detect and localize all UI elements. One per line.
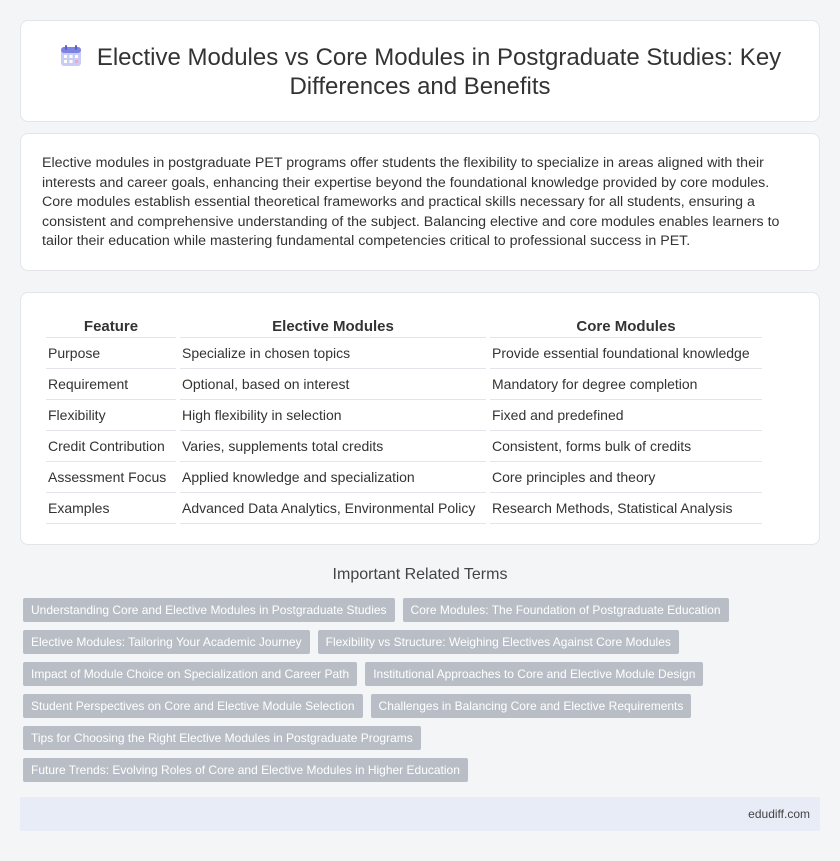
related-term-tag[interactable]: Core Modules: The Foundation of Postgraduate Education	[403, 598, 729, 622]
related-terms-heading: Important Related Terms	[332, 566, 508, 583]
table-header-row	[46, 316, 762, 338]
table-row	[46, 493, 762, 524]
table-cell: Provide essential foundational knowledge	[490, 338, 762, 369]
table-cell: Optional, based on interest	[180, 369, 486, 400]
table-row	[46, 400, 762, 431]
related-term-tag[interactable]: Elective Modules: Tailoring Your Academic Journey	[23, 630, 310, 654]
comparison-table	[42, 316, 766, 524]
table-cell: Advanced Data Analytics, Environmental Policy	[180, 493, 486, 524]
footer-bar	[20, 797, 820, 831]
table-cell: Specialize in chosen topics	[180, 338, 486, 369]
table-cell: Varies, supplements total credits	[180, 431, 486, 462]
title-line-1: Elective Modules vs Core Modules in Postgraduate Studies: Key	[96, 44, 782, 71]
table-cell: Purpose	[46, 338, 176, 369]
table-row	[46, 431, 762, 462]
related-term-tag[interactable]: Future Trends: Evolving Roles of Core and Elective Modules in Higher Education	[23, 758, 468, 782]
comparison-card	[20, 292, 820, 545]
page-title	[21, 43, 819, 101]
intro-paragraph: Elective modules in postgraduate PET programs offer students the flexibility to specialize in areas aligned with their interests and career goals, enhancing their expertise beyond the foundational knowledge provided by core modules. Core modules establish essential theoretical frameworks and practical skills necessary for all students, ensuring a consistent and comprehensive understanding of the subject. Balancing elective and core modules enables learners to tailor their education while mastering fundamental competencies critical to professional success in PET.	[42, 155, 780, 250]
related-term-tag[interactable]: Impact of Module Choice on Specialization and Career Path	[23, 662, 357, 686]
table-cell: Requirement	[46, 369, 176, 400]
related-term-tag[interactable]: Tips for Choosing the Right Elective Modules in Postgraduate Programs	[23, 726, 421, 750]
column-header-feature: Feature	[46, 316, 176, 338]
table-cell: Examples	[46, 493, 176, 524]
table-cell: Mandatory for degree completion	[490, 369, 762, 400]
table-row	[46, 338, 762, 369]
intro-card	[20, 133, 820, 271]
table-cell: Core principles and theory	[490, 462, 762, 493]
table-cell: Fixed and predefined	[490, 400, 762, 431]
column-header-elective: Elective Modules	[180, 316, 486, 338]
table-cell: Flexibility	[46, 400, 176, 431]
related-term-tag[interactable]: Challenges in Balancing Core and Elective Requirements	[371, 694, 692, 718]
table-cell: Assessment Focus	[46, 462, 176, 493]
table-row	[46, 462, 762, 493]
column-header-core: Core Modules	[490, 316, 762, 338]
table-cell: Credit Contribution	[46, 431, 176, 462]
calendar-grid-icon	[59, 44, 83, 68]
table-cell: Research Methods, Statistical Analysis	[490, 493, 762, 524]
title-card	[20, 20, 820, 122]
table-row	[46, 369, 762, 400]
footer-site-link[interactable]: edudiff.com	[748, 807, 810, 821]
related-term-tag[interactable]: Flexibility vs Structure: Weighing Electives Against Core Modules	[318, 630, 679, 654]
related-term-tag[interactable]: Student Perspectives on Core and Elective Module Selection	[23, 694, 363, 718]
table-cell: Applied knowledge and specialization	[180, 462, 486, 493]
related-term-tag[interactable]: Institutional Approaches to Core and Elective Module Design	[365, 662, 703, 686]
table-cell: High flexibility in selection	[180, 400, 486, 431]
title-line-2: Differences and Benefits	[289, 73, 551, 100]
related-terms-list	[23, 598, 803, 790]
table-cell: Consistent, forms bulk of credits	[490, 431, 762, 462]
related-term-tag[interactable]: Understanding Core and Elective Modules in Postgraduate Studies	[23, 598, 395, 622]
